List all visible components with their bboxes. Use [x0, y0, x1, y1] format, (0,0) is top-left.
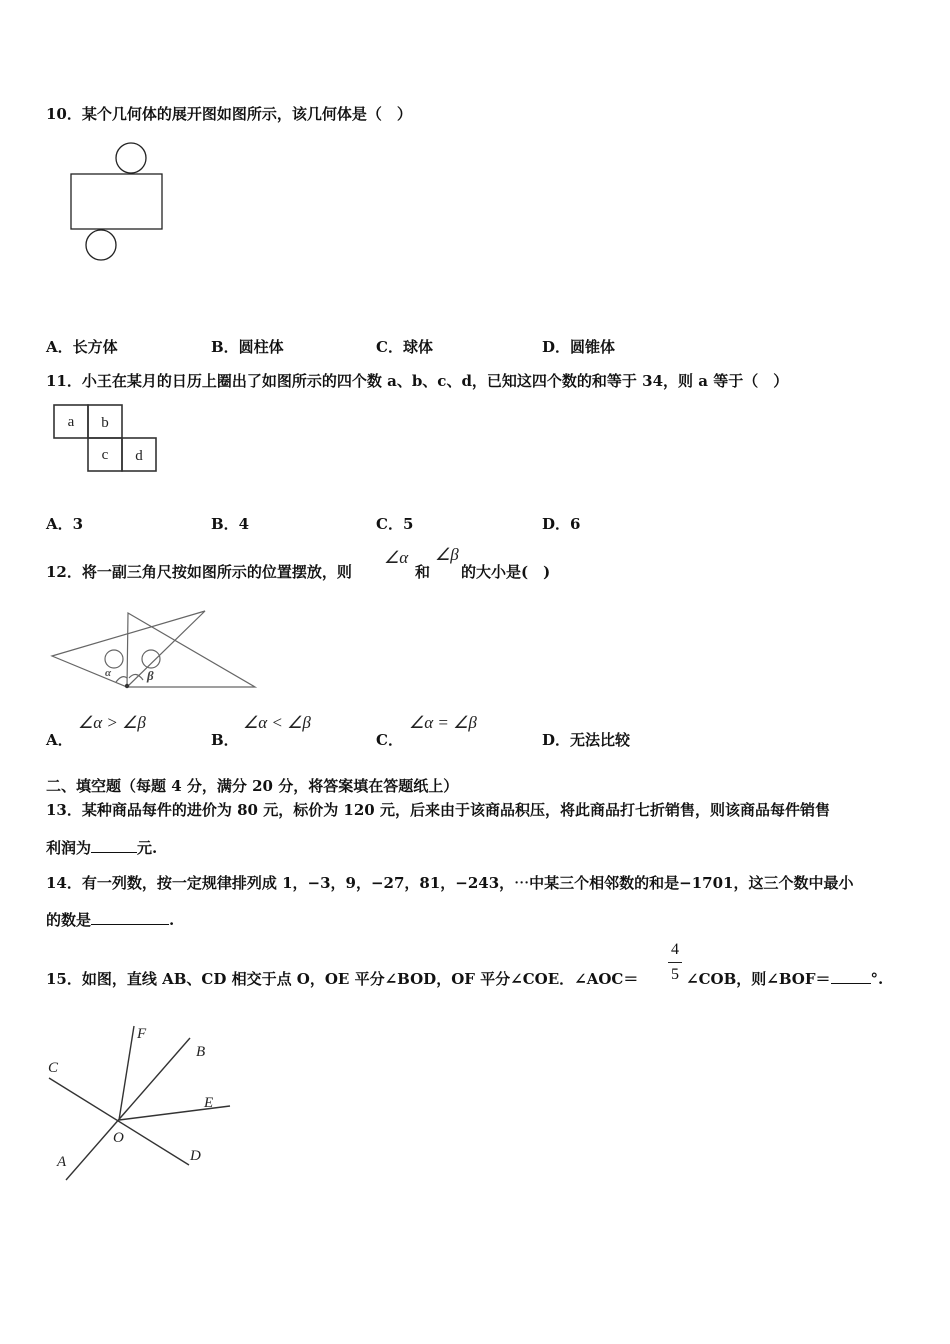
q12-option-c-label[interactable]: C．: [376, 731, 403, 749]
fraction-denominator: 5: [671, 966, 679, 983]
q15-fraction: [667, 940, 683, 985]
q11-calendar-figure: [53, 404, 159, 476]
label-c: C: [48, 1060, 59, 1076]
q12-beta: ∠β: [435, 545, 459, 564]
q15-post-a: ∠COB，则∠BOF＝: [686, 970, 831, 988]
q10-option-a[interactable]: A．长方体: [46, 338, 118, 356]
bottom-circle: [86, 230, 116, 260]
q12-stem-post: 的大小是( ): [461, 563, 551, 581]
q12-option-a-label[interactable]: A．: [46, 731, 73, 749]
q10-stem: 10．某个几何体的展开图如图所示，该几何体是（ ）: [46, 105, 412, 123]
q11-option-c[interactable]: C．5: [376, 515, 414, 533]
label-o: O: [113, 1130, 124, 1146]
q12-alpha: ∠α: [384, 548, 409, 567]
vertex-point: [125, 684, 129, 688]
q15-answer-blank[interactable]: [831, 969, 871, 984]
q13-line1: 13．某种商品每件的进价为 80 元，标价为 120 元，后来由于该商品积压，将此商品打七折销售，则该商品每件销售: [46, 801, 830, 819]
cell-d: d: [135, 448, 143, 464]
q13-line2-post: 元.: [137, 839, 158, 857]
cell-a: a: [67, 414, 75, 430]
label-b: B: [196, 1044, 206, 1060]
q12-stem-pre: 12．将一副三角尺按如图所示的位置摆放，则: [46, 563, 352, 581]
label-d: D: [190, 1148, 201, 1164]
q12-option-d-label[interactable]: D．无法比较: [542, 731, 631, 749]
q11-option-b[interactable]: B．4: [211, 515, 250, 533]
q11-stem: 11．小王在某月的日历上圈出了如图所示的四个数 a、b、c、d，已知这四个数的和等于 34，则 a 等于（ ）: [46, 372, 789, 390]
q15-lines-figure: [44, 1018, 234, 1188]
q10-option-c[interactable]: C．球体: [376, 338, 433, 356]
line-cd: [49, 1078, 189, 1165]
hole-left: [105, 650, 123, 668]
q12-option-a-expr: ∠α > ∠β: [78, 713, 146, 732]
label-a: A: [57, 1154, 67, 1170]
ray-of: [119, 1026, 134, 1120]
q14-line2-post: .: [169, 911, 175, 929]
top-circle: [116, 143, 146, 173]
q14-line2-pre: 的数是: [46, 911, 92, 929]
fraction-numerator: 4: [671, 941, 679, 958]
fig-alpha: α: [105, 667, 112, 679]
q10-option-d[interactable]: D．圆锥体: [542, 338, 616, 356]
fig-beta: β: [147, 668, 154, 683]
net-rectangle: [71, 174, 162, 229]
q14-line2: [46, 909, 174, 930]
triangle-ruler-1: [52, 611, 205, 687]
q11-option-d[interactable]: D．6: [542, 515, 581, 533]
q12-option-c-expr: ∠α = ∠β: [409, 713, 477, 732]
q10-option-b[interactable]: B．圆柱体: [211, 338, 284, 356]
q10-net-figure: [66, 140, 170, 264]
q12-triangles-figure: [48, 606, 260, 692]
label-f: F: [137, 1026, 147, 1042]
q12-option-b-label[interactable]: B．: [211, 731, 239, 749]
q11-option-a[interactable]: A．3: [46, 515, 84, 533]
q13-answer-blank[interactable]: [91, 838, 137, 853]
q15-stem-pre: 15．如图，直线 AB、CD 相交于点 O，OE 平分∠BOD，OF 平分∠COE．∠AOC＝: [46, 970, 639, 988]
q13-line2: [46, 837, 157, 858]
q15-stem-post: [686, 968, 883, 989]
q12-option-b-expr: ∠α < ∠β: [243, 713, 311, 732]
cell-b: b: [101, 415, 109, 431]
q14-answer-blank[interactable]: [91, 910, 169, 925]
q13-line2-pre: 利润为: [46, 839, 92, 857]
arc-beta: [129, 674, 143, 680]
hole-right: [142, 650, 160, 668]
q15-post-b: °.: [870, 970, 884, 988]
ray-oe: [119, 1106, 230, 1120]
section-2-title: 二、填空题（每题 4 分，满分 20 分，将答案填在答题纸上）: [46, 777, 459, 795]
arc-alpha: [116, 677, 127, 682]
cell-c: c: [101, 447, 109, 463]
label-e: E: [204, 1095, 214, 1111]
q14-line1: 14．有一列数，按一定规律排列成 1，−3，9，−27，81，−243，⋯中某三个相邻数的和是−1701，这三个数中最小: [46, 874, 854, 892]
q12-and: 和: [415, 563, 431, 581]
